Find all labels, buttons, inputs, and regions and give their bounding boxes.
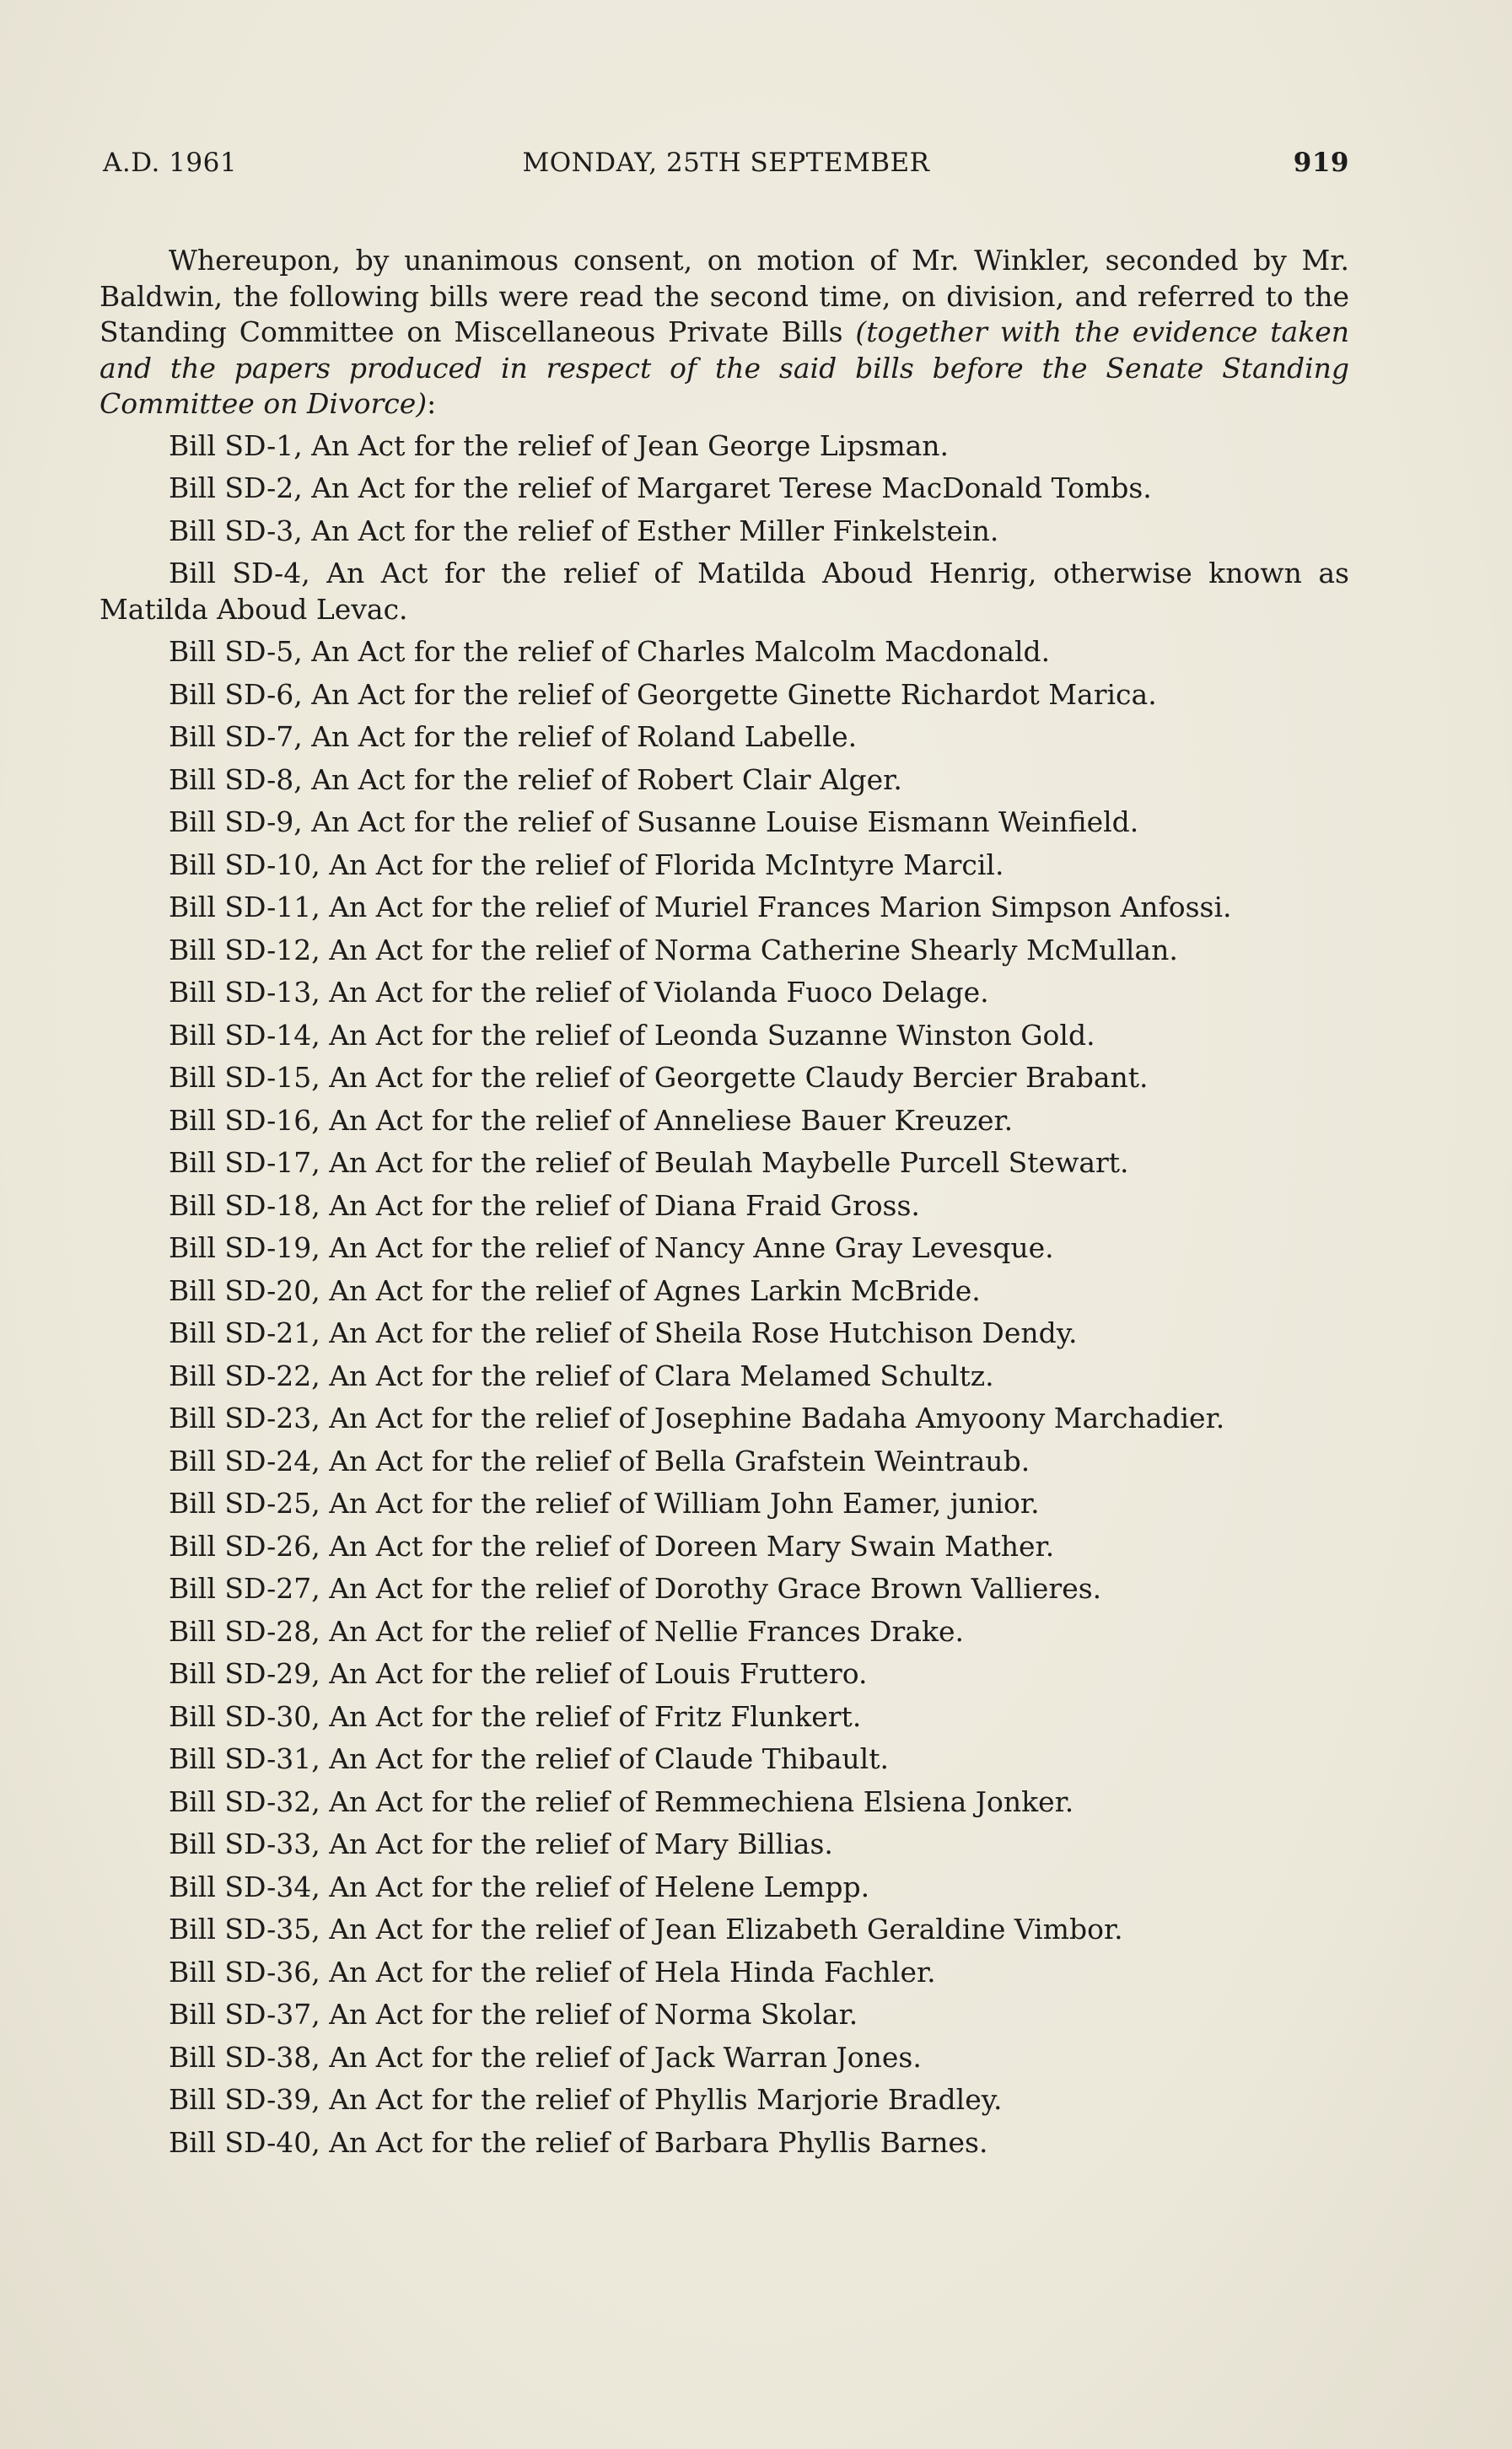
bill-item: Bill SD-1, An Act for the relief of Jean George Lipsman. xyxy=(169,428,950,462)
bill-item: Bill SD-29, An Act for the relief of Louis Fruttero. xyxy=(169,1657,868,1690)
bill-item: Bill SD-36, An Act for the relief of Hela Hinda Fachler. xyxy=(169,1955,936,1989)
bill-item: Bill SD-26, An Act for the relief of Doreen Mary Swain Mather. xyxy=(169,1529,1055,1563)
bill-item: Bill SD-37, An Act for the relief of Norma Skolar. xyxy=(169,1998,858,2031)
bill-item: Bill SD-5, An Act for the relief of Charles Malcolm Macdonald. xyxy=(169,635,1051,668)
bill-item: Bill SD-6, An Act for the relief of Georgette Ginette Richardot Marica. xyxy=(169,677,1157,711)
bill-item: Bill SD-35, An Act for the relief of Jean Elizabeth Geraldine Vimbor. xyxy=(169,1913,1123,1946)
bill-item: Bill SD-40, An Act for the relief of Barbara Phyllis Barnes. xyxy=(169,2125,988,2159)
bill-item: Bill SD-30, An Act for the relief of Fritz Flunkert. xyxy=(169,1699,862,1733)
bill-item: Bill SD-15, An Act for the relief of Georgette Claudy Bercier Brabant. xyxy=(169,1061,1149,1094)
bill-item: Bill SD-2, An Act for the relief of Margaret Terese MacDonald Tombs. xyxy=(169,471,1152,504)
bill-item: Bill SD-12, An Act for the relief of Norma Catherine Shearly McMullan. xyxy=(169,933,1178,966)
bill-item: Bill SD-39, An Act for the relief of Phyllis Marjorie Bradley. xyxy=(169,2083,1003,2116)
bill-item: Bill SD-3, An Act for the relief of Esther Miller Finkelstein. xyxy=(169,514,999,547)
bill-item: Bill SD-10, An Act for the relief of Florida McIntyre Marcil. xyxy=(169,848,1004,881)
intro-italic-text: (together with the evidence taken and the papers produced in respect of the said bills before the Senate Standing Committee on Divorce) xyxy=(100,315,1350,420)
page-number: 919 xyxy=(1293,148,1349,178)
bill-item: Bill SD-27, An Act for the relief of Dorothy Grace Brown Vallieres. xyxy=(169,1572,1102,1605)
bill-item: Bill SD-4, An Act for the relief of Matilda Aboud Henrig, otherwise known as Matilda Aboud Levac. xyxy=(100,557,1349,626)
bill-item: Bill SD-9, An Act for the relief of Susanne Louise Eismann Weinfield. xyxy=(169,805,1139,838)
bill-item: Bill SD-17, An Act for the relief of Beulah Maybelle Purcell Stewart. xyxy=(169,1146,1129,1179)
bill-item: Bill SD-24, An Act for the relief of Bella Grafstein Weintraub. xyxy=(169,1444,1030,1477)
intro-text: Whereupon, by unanimous consent, on motion of Mr. Winkler, seconded by Mr. Baldwin, the following bills were read the second time, on division, and referred to the Standing Committee on Miscellaneous Private Bills xyxy=(100,244,1349,348)
bill-item: Bill SD-13, An Act for the relief of Violanda Fuoco Delage. xyxy=(169,976,989,1009)
header-year: A.D. 1961 xyxy=(103,148,238,178)
bill-item: Bill SD-19, An Act for the relief of Nancy Anne Gray Levesque. xyxy=(169,1231,1054,1264)
bill-item: Bill SD-38, An Act for the relief of Jack Warran Jones. xyxy=(169,2040,922,2074)
running-head xyxy=(103,148,1349,190)
bill-item: Bill SD-22, An Act for the relief of Clara Melamed Schultz. xyxy=(169,1359,994,1392)
bill-item: Bill SD-21, An Act for the relief of Sheila Rose Hutchison Dendy. xyxy=(169,1316,1078,1349)
bill-item: Bill SD-28, An Act for the relief of Nellie Frances Drake. xyxy=(169,1614,964,1648)
bill-item: Bill SD-33, An Act for the relief of Mary Billias. xyxy=(169,1827,833,1860)
bill-item: Bill SD-8, An Act for the relief of Robert Clair Alger. xyxy=(169,762,902,796)
bill-item: Bill SD-20, An Act for the relief of Agnes Larkin McBride. xyxy=(169,1273,981,1307)
intro-paragraph xyxy=(100,243,1349,423)
bill-item: Bill SD-14, An Act for the relief of Leonda Suzanne Winston Gold. xyxy=(169,1018,1095,1052)
bill-item: Bill SD-16, An Act for the relief of Anneliese Bauer Kreuzer. xyxy=(169,1103,1014,1137)
intro-colon: : xyxy=(427,387,437,420)
bill-item: Bill SD-18, An Act for the relief of Diana Fraid Gross. xyxy=(169,1188,920,1222)
bill-item: Bill SD-34, An Act for the relief of Helene Lempp. xyxy=(169,1870,870,1903)
journal-body xyxy=(100,243,1349,2167)
bill-item: Bill SD-25, An Act for the relief of William John Eamer, junior. xyxy=(169,1487,1040,1520)
bill-item: Bill SD-23, An Act for the relief of Josephine Badaha Amyoony Marchadier. xyxy=(169,1402,1225,1434)
bill-item: Bill SD-11, An Act for the relief of Muriel Frances Marion Simpson Anfossi. xyxy=(169,891,1232,923)
header-date: MONDAY, 25TH SEPTEMBER xyxy=(522,148,930,178)
bill-item: Bill SD-31, An Act for the relief of Claude Thibault. xyxy=(169,1742,889,1775)
bill-item: Bill SD-32, An Act for the relief of Remmechiena Elsiena Jonker. xyxy=(169,1784,1074,1818)
bill-item: Bill SD-7, An Act for the relief of Roland Labelle. xyxy=(169,720,858,753)
